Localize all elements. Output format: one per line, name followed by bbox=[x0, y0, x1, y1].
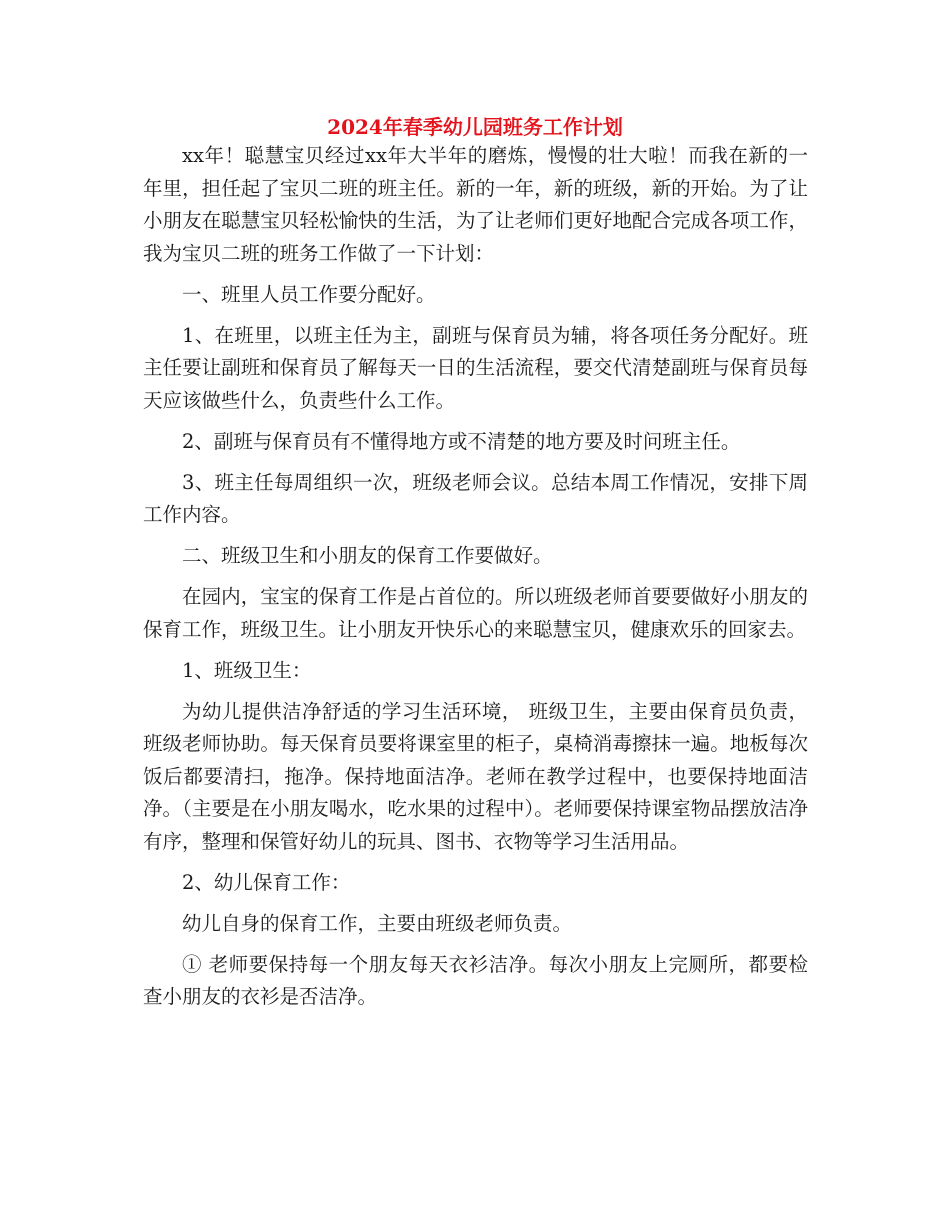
paragraph-class-hygiene: 为幼儿提供洁净舒适的学习生活环境， 班级卫生，主要由保育员负责，班级老师协助。每天保育员要将课室里的柜子，桌椅消毒擦抹一遍。地板每次饭后都要清扫，拖净。保持地面洁净。老师在教学过程中，也要保持地面洁净。（主要是在小朋友喝水，吃水果的过程中）。老师要保持课室物品摆放洁净有序，整理和保管好幼儿的玩具、图书、衣物等学习生活用品。 bbox=[143, 699, 808, 853]
subheading-child-care: 2、幼儿保育工作： bbox=[182, 870, 351, 894]
section-heading-staffing: 一、班里人员工作要分配好。 bbox=[182, 282, 436, 306]
paragraph-intro: xx年！聪慧宝贝经过xx年大半年的磨炼，慢慢的壮大啦！而我在新的一年里，担任起了宝贝二班的班主任。新的一年，新的班级，新的开始。为了让小朋友在聪慧宝贝轻松愉快的生活，为了让老师们更好地配合完成各项工作，我为宝贝二班的班务工作做了一下计划： bbox=[143, 144, 808, 265]
section-heading-hygiene: 二、班级卫生和小朋友的保育工作要做好。 bbox=[182, 544, 553, 567]
subheading-class-hygiene: 1、班级卫生： bbox=[182, 658, 312, 682]
paragraph-hygiene-intro: 在园内，宝宝的保育工作是占首位的。所以班级老师首要要做好小朋友的保育工作，班级卫生。让小朋友开快乐心的来聪慧宝贝，健康欢乐的回家去。 bbox=[143, 585, 808, 641]
paragraph-child-care: 幼儿自身的保育工作，主要由班级老师负责。 bbox=[182, 911, 573, 935]
document-title: 2024年春季幼儿园班务工作计划 bbox=[327, 115, 623, 139]
paragraph-item-1: 1、在班里，以班主任为主，副班与保育员为辅，将各项任务分配好。班主任要让副班和保育员了解每天一日的生活流程，要交代清楚副班与保育员每天应该做些什么，负责些什么工作。 bbox=[143, 323, 808, 412]
paragraph-item-2: 2、副班与保育员有不懂得地方或不清楚的地方要及时问班主任。 bbox=[182, 429, 741, 453]
paragraph-clothing: ① 老师要保持每一个朋友每天衣衫洁净。每次小朋友上完厕所，都要检查小朋友的衣衫是否洁净。 bbox=[143, 952, 808, 1008]
document-body bbox=[143, 140, 808, 1022]
paragraph-item-3: 3、班主任每周组织一次，班级老师会议。总结本周工作情况，安排下周工作内容。 bbox=[143, 470, 808, 526]
